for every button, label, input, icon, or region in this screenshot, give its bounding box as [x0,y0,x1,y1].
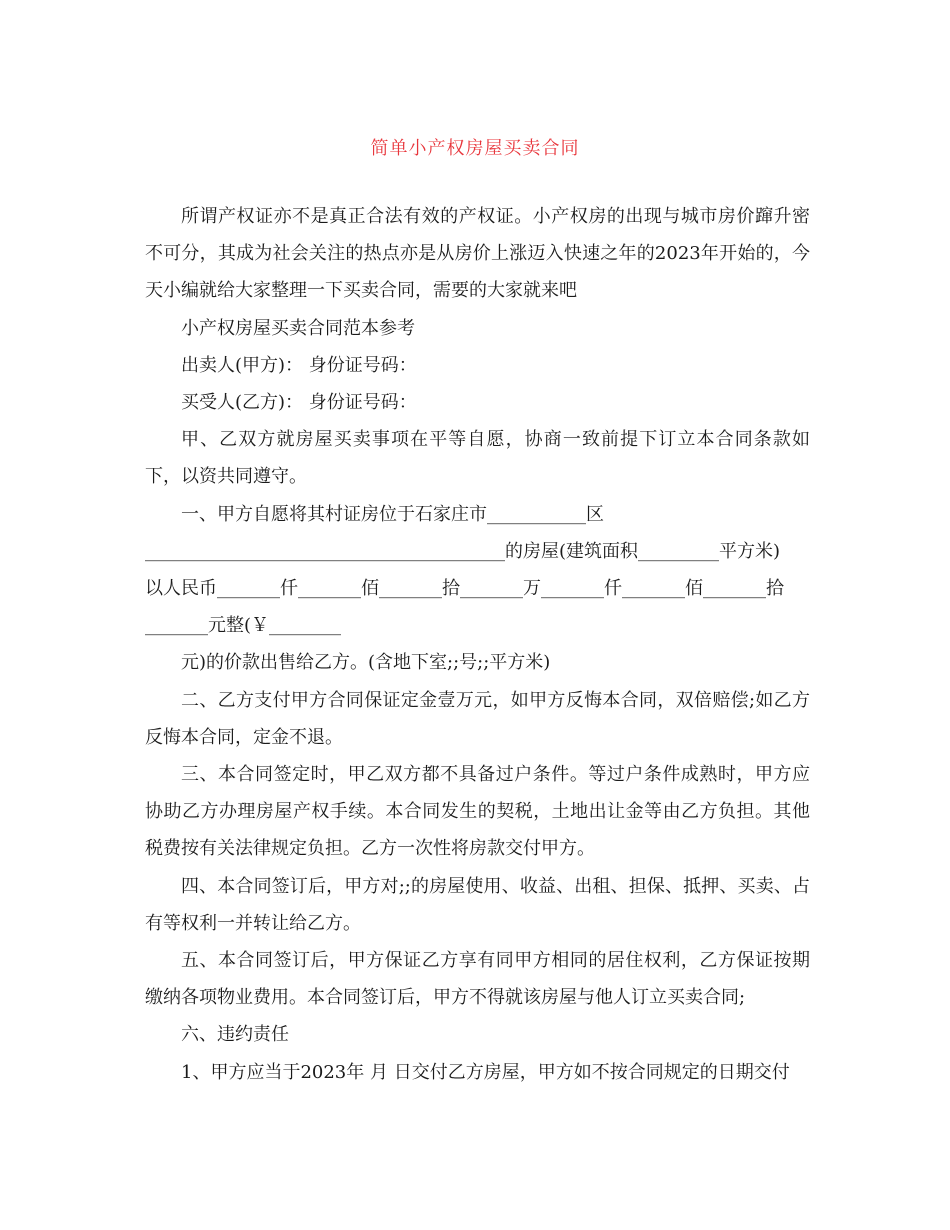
clause-6-heading: 六、违约责任 [181,1024,289,1046]
clause-3-paragraph: 三、本合同签定时，甲乙双方都不具备过户条件。等过户条件成熟时，甲方应协助乙方办理房屋产权手续。本合同发生的契税，土地出让金等由乙方负担。其他税费按有关法律规定负担。乙方一次性将房款交付甲方。 [145,764,810,860]
clause-1-line-2: ________________________________________的房屋(建筑面积_________平方米) [145,540,781,562]
clause-1-line-1: 一、甲方自愿将其村证房位于石家庄市___________区 [181,503,604,525]
clause-1-line-5: 元)的价款出售给乙方。(含地下室;;号;;平方米) [181,652,551,674]
clause-4-paragraph: 四、本合同签订后，甲方对;;的房屋使用、收益、出租、担保、抵押、买卖、占有等权利一并转让给乙方。 [145,875,810,934]
document-body [145,198,810,1091]
clause-1-line-3: 以人民币_______仟_______佰_______拾_______万_______仟_______佰_______拾 [145,578,784,600]
template-heading: 小产权房屋买卖合同范本参考 [181,317,415,339]
clause-1-line-4: _______元整(￥________ [145,615,342,637]
clause-5-paragraph: 五、本合同签订后，甲方保证乙方享有同甲方相同的居住权利，乙方保证按期缴纳各项物业费用。本合同签订后，甲方不得就该房屋与他人订立买卖合同; [145,950,810,1009]
document-title: 简单小产权房屋买卖合同 [370,138,580,159]
clause-2-paragraph: 二、乙方支付甲方合同保证定金壹万元，如甲方反悔本合同，双倍赔偿;如乙方反悔本合同，定金不退。 [145,689,810,748]
preamble-paragraph: 甲、乙双方就房屋买卖事项在平等自愿，协商一致前提下订立本合同条款如下，以资共同遵守。 [145,429,810,488]
intro-paragraph: 所谓产权证亦不是真正合法有效的产权证。小产权房的出现与城市房价蹿升密不可分，其成为社会关注的热点亦是从房价上涨迈入快速之年的2023年开始的，今天小编就给大家整理一下买卖合同，需要的大家就来吧 [145,206,810,302]
seller-line: 出卖人(甲方)： 身份证号码： [181,354,417,376]
clause-6-item-1: 1、甲方应当于2023年 月 日交付乙方房屋，甲方如不按合同规定的日期交付 [181,1061,790,1083]
buyer-line: 买受人(乙方)： 身份证号码： [181,392,417,414]
